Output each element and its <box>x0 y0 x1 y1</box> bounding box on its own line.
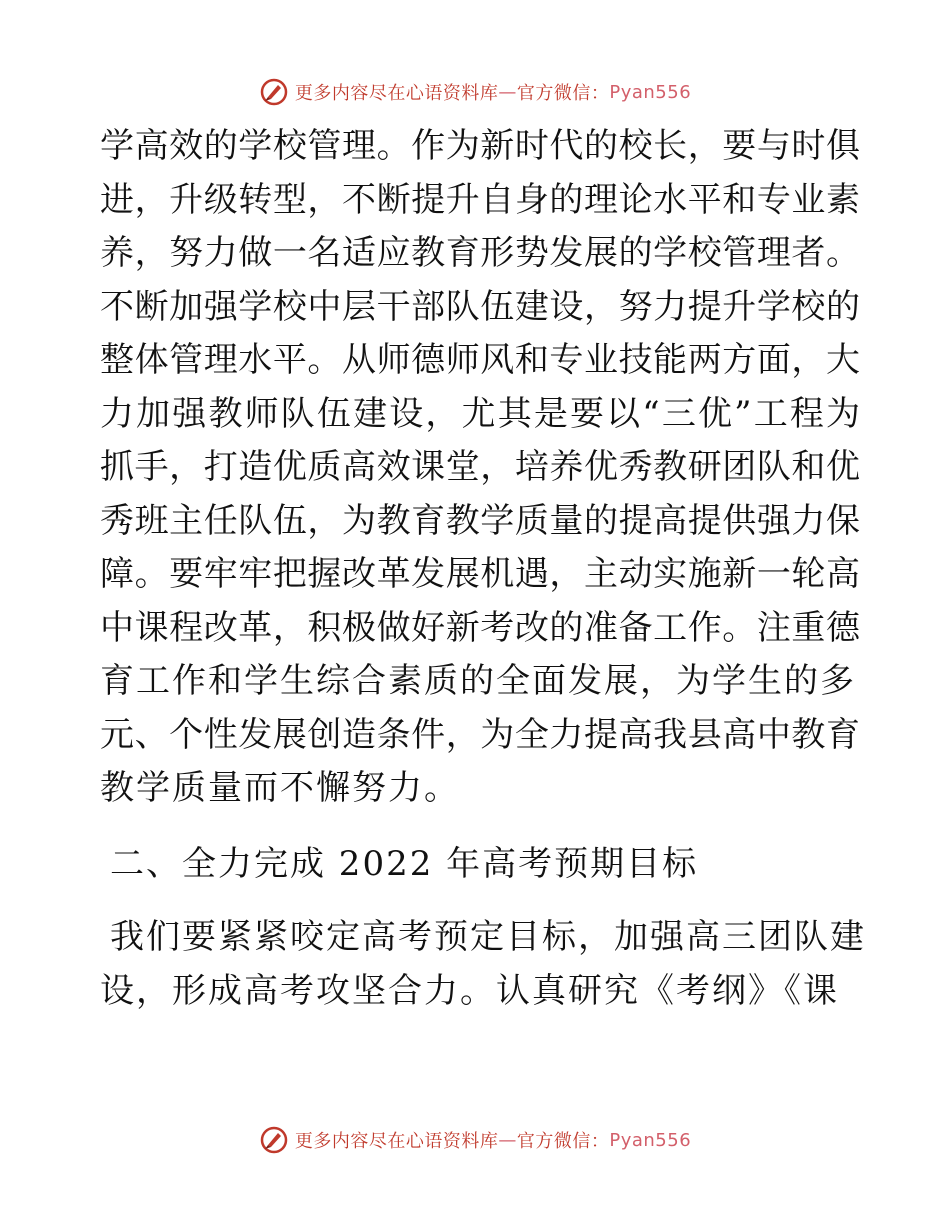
watermark-official-label: 官方微信： <box>516 1131 610 1152</box>
watermark-separator: — <box>498 1129 517 1151</box>
body-line: 元、个性发展创造条件，为全力提高我县高中教育 <box>100 714 860 755</box>
logo-icon <box>259 77 289 107</box>
body-line: 设，形成高考攻坚合力。认真研究《考纲》《课 <box>100 970 839 1011</box>
body-line: 中课程改革，积极做好新考改的准备工作。注重德 <box>100 607 860 648</box>
watermark-main-text: 更多内容尽在心语资料库 <box>294 83 499 104</box>
body-line: 抓手，打造优质高效课堂，培养优秀教研团队和优 <box>100 447 860 487</box>
watermark-official-label: 官方微信： <box>516 83 610 104</box>
body-line: 障。要牢牢把握改革发展机遇，主动实施新一轮高 <box>100 554 860 594</box>
body-line: 教学质量而不懈努力。 <box>100 768 460 808</box>
watermark-separator: — <box>498 81 517 103</box>
body-line: 我们要紧紧咬定高考预定目标，加强高三团队建 <box>110 917 866 957</box>
paragraph <box>100 911 866 1018</box>
body-line: 不断加强学校中层干部队伍建设，努力提升学校的 <box>100 286 860 327</box>
body-line: 进，升级转型，不断提升自身的理论水平和专业素 <box>100 179 860 220</box>
watermark-wechat-id: Pyan556 <box>609 1129 692 1151</box>
body-line: 秀班主任队伍，为教育教学质量的提高提供强力保 <box>100 500 860 541</box>
watermark-wechat-id: Pyan556 <box>609 81 692 103</box>
body-line: 育工作和学生综合素质的全面发展，为学生的多 <box>100 661 856 701</box>
body-line: 养，努力做一名适应教育形势发展的学校管理者。 <box>100 233 860 273</box>
document-body <box>100 120 866 1018</box>
body-line: 力加强教师队伍建设，尤其是要以“三优”工程为 <box>100 393 860 434</box>
logo-icon <box>259 1125 289 1155</box>
body-line: 整体管理水平。从师德师风和专业技能两方面，大 <box>100 340 860 380</box>
body-line: 学高效的学校管理。作为新时代的校长，要与时俱 <box>100 126 860 166</box>
footer-watermark <box>0 1120 950 1160</box>
section-heading: 二、全力完成 2022 年高考预期目标 <box>110 843 699 884</box>
watermark-main-text: 更多内容尽在心语资料库 <box>294 1131 499 1152</box>
header-watermark <box>0 72 950 112</box>
